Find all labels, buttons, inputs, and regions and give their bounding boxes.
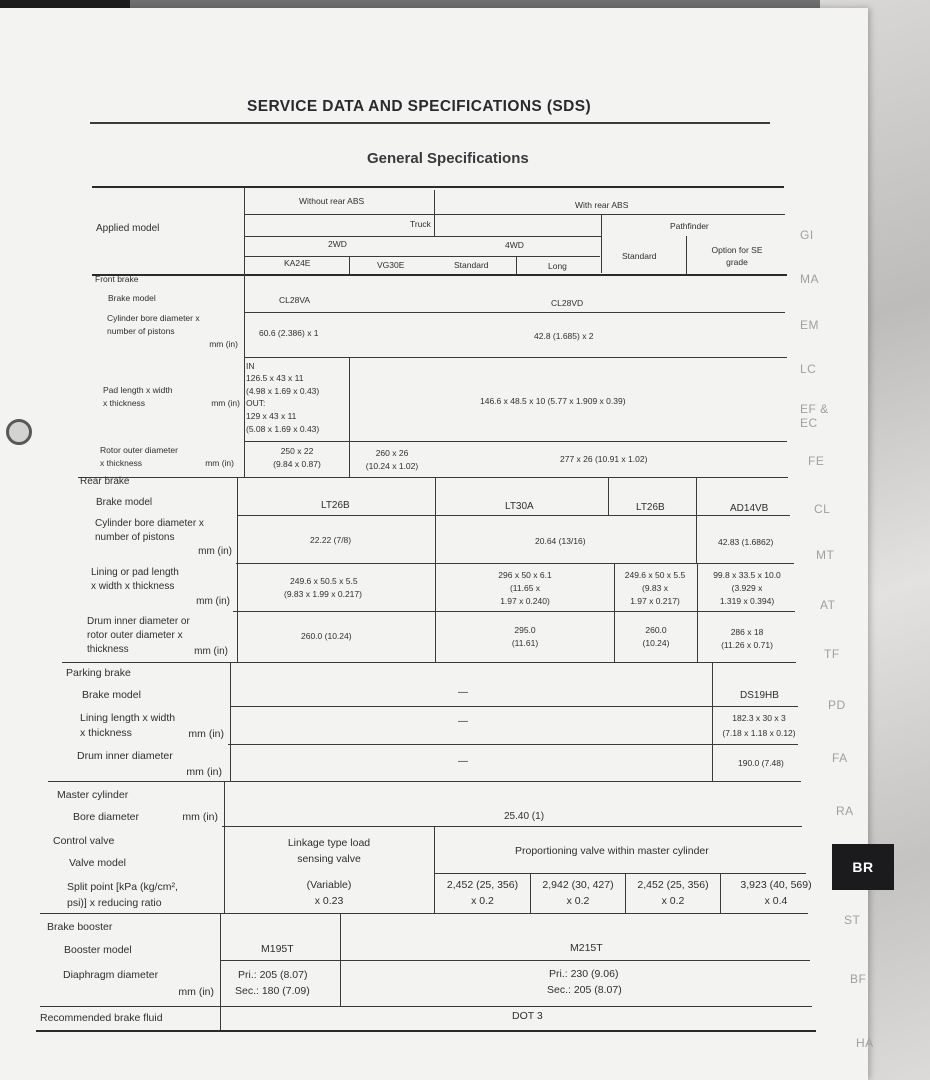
col-standard-4wd: Standard [454, 260, 489, 270]
split-left-1: (Variable) [306, 879, 352, 891]
parking-bm-dash: — [458, 687, 468, 698]
col-vg30e: VG30E [377, 260, 405, 270]
split-a-1: 2,452 (25, 356) [446, 879, 519, 891]
rear-drum-unit: mm (in) [194, 646, 228, 657]
front-rotor-label-2: x thickness [100, 458, 143, 468]
section-tab-em[interactable]: EM [800, 318, 819, 332]
rear-cyl-4wd: 20.64 (13/16) [535, 536, 586, 546]
split-b-2: x 0.2 [566, 895, 590, 907]
front-rotor-ka-1: 250 x 22 [280, 446, 314, 456]
front-cyl-unit: mm (in) [209, 339, 238, 349]
rear-drum-label-3: thickness [87, 644, 129, 655]
front-rotor-right: 277 x 26 (10.91 x 1.02) [560, 454, 648, 464]
rear-lin-4wd-1: 296 x 50 x 6.1 [498, 570, 552, 580]
rear-lin-se-3: 1.319 x 0.394) [719, 596, 775, 606]
section-tab-pd[interactable]: PD [828, 698, 846, 712]
rear-brake-model-pf: LT26B [636, 502, 665, 513]
parking-lining-label-2: x thickness [80, 727, 132, 739]
parking-drum-unit: mm (in) [186, 766, 222, 778]
section-tab-bf[interactable]: BF [850, 972, 867, 986]
rear-drum-label-2: rotor outer diameter x [87, 630, 183, 641]
section-tab-ha[interactable]: HA [856, 1036, 874, 1050]
title-rule [90, 122, 770, 124]
front-pad-left-1: IN [246, 361, 255, 371]
front-cyl-label-2: number of pistons [107, 326, 175, 336]
section-tab-ra[interactable]: RA [836, 804, 854, 818]
rear-lining-unit: mm (in) [196, 596, 230, 607]
rear-lin-pf-2: (9.83 x [642, 583, 668, 593]
section-tab-mt[interactable]: MT [816, 548, 835, 562]
col-option-se-1: Option for SE [711, 245, 763, 255]
parking-lin-dash: — [458, 716, 468, 727]
rear-drum-2wd: 260.0 (10.24) [301, 631, 352, 641]
col-pf-standard: Standard [622, 251, 657, 261]
col-option-se-2: grade [726, 257, 748, 267]
control-valve-heading: Control valve [53, 835, 115, 847]
front-pad-left-4: OUT: [246, 398, 266, 408]
rear-lin-pf-3: 1.97 x 0.217) [630, 596, 680, 606]
rear-cyl-label-1: Cylinder bore diameter x [95, 518, 204, 529]
brake-fluid-label: Recommended brake fluid [40, 1012, 163, 1024]
split-label-2: psi)] x reducing ratio [67, 897, 162, 909]
front-cyl-left: 60.6 (2.386) x 1 [259, 328, 319, 338]
valve-left-1: Linkage type load [287, 837, 371, 849]
master-cylinder-heading: Master cylinder [57, 789, 129, 801]
col-2wd: 2WD [328, 239, 347, 249]
rear-drum-label-1: Drum inner diameter or [87, 616, 190, 627]
brake-booster-heading: Brake booster [47, 921, 113, 933]
front-rotor-label-1: Rotor outer diameter [100, 445, 178, 455]
rear-lin-2wd-1: 249.6 x 50.5 x 5.5 [290, 576, 358, 586]
section-tab-ef[interactable]: EF & [800, 402, 829, 416]
rear-cyl-unit: mm (in) [198, 546, 232, 557]
parking-drum-dash: — [458, 756, 468, 767]
front-brake-model-label: Brake model [108, 293, 156, 303]
col-truck: Truck [410, 219, 431, 229]
rear-drum-se-1: 286 x 18 [730, 627, 764, 637]
master-bore-unit: mm (in) [182, 811, 218, 823]
rear-drum-4wd-2: (11.61) [511, 638, 539, 648]
applied-model-label: Applied model [96, 223, 160, 234]
master-bore-label: Bore diameter [73, 811, 139, 823]
front-pad-label-1: Pad length x width [103, 385, 173, 395]
front-rotor-vg-2: (10.24 x 1.02) [365, 461, 419, 471]
col-pathfinder: Pathfinder [670, 221, 709, 231]
rear-lin-se-2: (3.929 x [731, 583, 763, 593]
rear-cyl-label-2: number of pistons [95, 532, 175, 543]
front-rotor-unit: mm (in) [205, 458, 234, 468]
rear-cyl-2wd: 22.22 (7/8) [310, 535, 352, 545]
section-tab-st[interactable]: ST [844, 913, 861, 927]
split-c-1: 2,452 (25, 356) [637, 879, 709, 891]
front-pad-right: 146.6 x 48.5 x 10 (5.77 x 1.909 x 0.39) [480, 396, 626, 406]
front-pad-left-2: 126.5 x 43 x 11 [246, 373, 304, 383]
rear-lin-4wd-2: (11.65 x [509, 583, 541, 593]
parking-lin-se-1: 182.3 x 30 x 3 [732, 713, 786, 723]
rear-drum-pf-2: (10.24) [642, 638, 670, 648]
parking-lining-label-1: Lining length x width [80, 712, 176, 724]
valve-right: Proportioning valve within master cylinder [515, 845, 709, 857]
parking-brake-model-label: Brake model [82, 689, 141, 701]
section-tab-at[interactable]: AT [820, 598, 836, 612]
diaphragm-unit: mm (in) [178, 986, 214, 998]
col-long: Long [548, 261, 567, 271]
front-pad-unit: mm (in) [211, 398, 240, 408]
front-brake-model-right: CL28VD [551, 298, 584, 308]
section-tab-lc[interactable]: LC [800, 362, 817, 376]
rear-lining-label-2: x width x thickness [91, 581, 175, 592]
section-tab-cl[interactable]: CL [814, 502, 831, 516]
parking-lin-se-2: (7.18 x 1.18 x 0.12) [722, 728, 796, 738]
col-4wd: 4WD [505, 240, 524, 250]
front-brake-model-left: CL28VA [279, 295, 311, 305]
section-tab-gi[interactable]: GI [800, 228, 814, 242]
rear-lining-label-1: Lining or pad length [91, 567, 179, 578]
parking-drum-se: 190.0 (7.48) [738, 758, 784, 768]
rear-drum-se-2: (11.26 x 0.71) [721, 640, 773, 650]
valve-model-label: Valve model [69, 857, 127, 869]
split-label-1: Split point [kPa (kg/cm², [67, 881, 178, 893]
col-with-abs: With rear ABS [575, 200, 629, 210]
front-rotor-ka-2: (9.84 x 0.87) [273, 459, 321, 469]
split-left-2: x 0.23 [314, 895, 344, 907]
front-pad-left-5: 129 x 43 x 11 [246, 411, 297, 421]
rear-cyl-se: 42.83 (1.6862) [718, 537, 774, 547]
rear-lin-4wd-3: 1.97 x 0.240) [500, 596, 550, 606]
rear-brake-model-4wd: LT30A [505, 501, 534, 512]
front-brake-heading: Front brake [95, 274, 139, 284]
split-d-1: 3,923 (40, 569) [740, 879, 812, 891]
diaph-left-1: Pri.: 205 (8.07) [238, 969, 308, 981]
section-tab-ec[interactable]: EC [800, 416, 818, 430]
diaphragm-label: Diaphragm diameter [63, 969, 159, 981]
rear-brake-model-2wd: LT26B [321, 500, 350, 511]
booster-model-label: Booster model [64, 944, 132, 956]
section-tab-br[interactable]: BR [832, 844, 894, 890]
split-c-2: x 0.2 [661, 895, 685, 907]
col-ka24e: KA24E [284, 258, 311, 268]
section-tab-fa[interactable]: FA [832, 751, 848, 765]
split-b-1: 2,942 (30, 427) [542, 879, 614, 891]
rear-brake-model-se: AD14VB [730, 503, 769, 514]
page-subtitle: General Specifications [367, 150, 529, 167]
rear-lin-se-1: 99.8 x 33.5 x 10.0 [713, 570, 781, 580]
section-tab-fe[interactable]: FE [808, 454, 825, 468]
front-rotor-vg-1: 260 x 26 [375, 448, 409, 458]
parking-drum-label: Drum inner diameter [77, 750, 173, 762]
split-d-2: x 0.4 [764, 895, 788, 907]
rear-lin-pf-1: 249.6 x 50 x 5.5 [624, 570, 686, 580]
parking-bm-se: DS19HB [740, 690, 779, 701]
binder-hole [6, 419, 32, 445]
diaph-right-1: Pri.: 230 (9.06) [549, 968, 619, 980]
front-pad-left-3: (4.98 x 1.69 x 0.43) [246, 386, 320, 396]
rear-brake-model-label: Brake model [96, 497, 153, 508]
split-a-2: x 0.2 [471, 895, 494, 907]
parking-lining-unit: mm (in) [188, 728, 224, 740]
master-bore-value: 25.40 (1) [504, 811, 545, 822]
diaph-right-2: Sec.: 205 (8.07) [547, 984, 622, 996]
section-tab-tf[interactable]: TF [824, 647, 840, 661]
booster-left: M195T [261, 943, 294, 955]
front-cyl-right: 42.8 (1.685) x 2 [534, 331, 594, 341]
parking-brake-heading: Parking brake [66, 667, 131, 679]
rear-drum-pf-1: 260.0 [645, 625, 667, 635]
col-without-abs: Without rear ABS [299, 196, 365, 206]
brake-fluid-value: DOT 3 [512, 1010, 543, 1022]
rear-drum-4wd-1: 295.0 [514, 625, 536, 635]
rear-brake-heading: Rear brake [80, 476, 130, 487]
front-cyl-label-1: Cylinder bore diameter x [107, 313, 200, 323]
section-tab-ma[interactable]: MA [800, 272, 819, 286]
front-pad-left-6: (5.08 x 1.69 x 0.43) [246, 424, 320, 434]
valve-left-2: sensing valve [297, 853, 361, 865]
front-pad-label-2: x thickness [103, 398, 146, 408]
diaph-left-2: Sec.: 180 (7.09) [235, 985, 310, 997]
rear-lin-2wd-2: (9.83 x 1.99 x 0.217) [284, 589, 362, 599]
booster-right: M215T [570, 942, 603, 954]
page-title: SERVICE DATA AND SPECIFICATIONS (SDS) [247, 98, 592, 115]
